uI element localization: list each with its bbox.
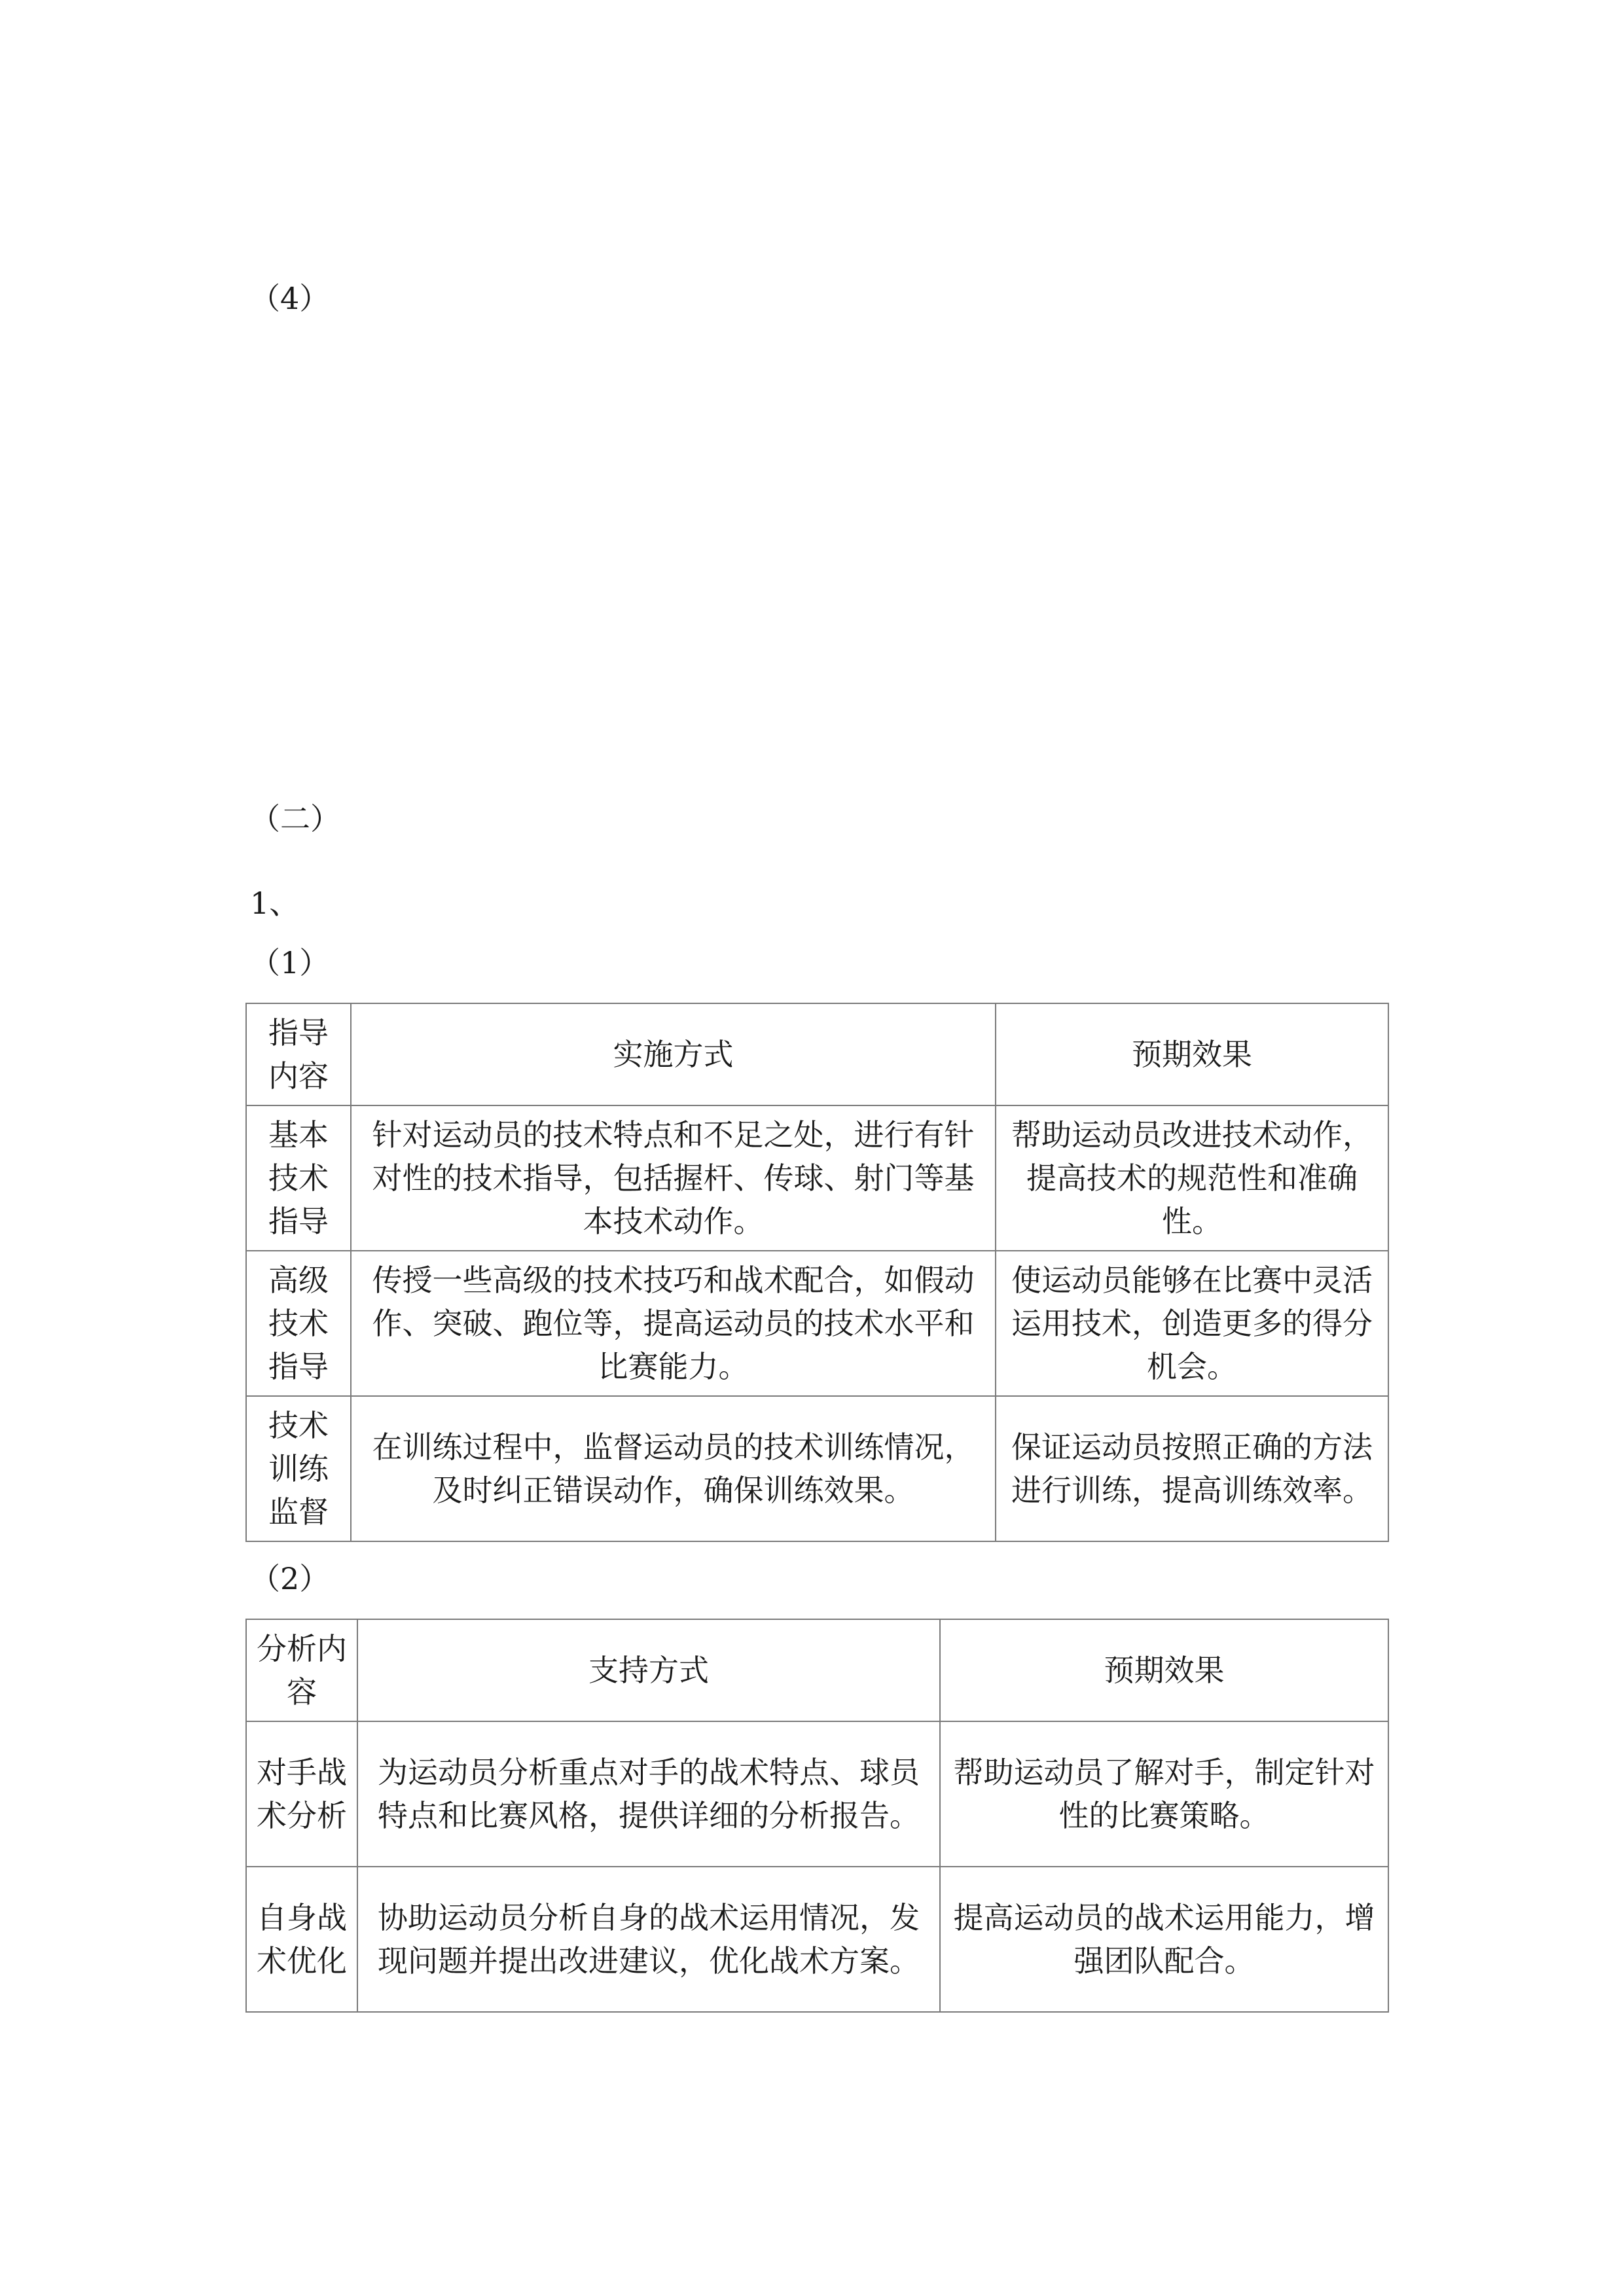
row-effect-cell: 帮助运动员了解对手，制定针对性的比赛策略。 — [940, 1721, 1388, 1867]
sub-1-label: （1） — [250, 945, 330, 980]
point-1-label: 1、 — [250, 886, 300, 921]
header-expected-effect: 预期效果 — [996, 1003, 1388, 1105]
row-method-cell: 针对运动员的技术特点和不足之处，进行有针对性的技术指导，包括握杆、传球、射门等基本技术动作。 — [351, 1105, 996, 1251]
row-effect-cell: 提高运动员的战术运用能力，增强团队配合。 — [940, 1867, 1388, 2012]
row-effect-cell: 使运动员能够在比赛中灵活运用技术，创造更多的得分机会。 — [996, 1251, 1388, 1396]
row-content-cell: 对手战术分析 — [246, 1721, 357, 1867]
row-content-cell: 基本技术指导 — [246, 1105, 351, 1251]
row-content-cell: 高级技术指导 — [246, 1251, 351, 1396]
table-row — [246, 1396, 1388, 1541]
technical-guidance-table — [245, 1003, 1389, 1542]
section-2-heading: （二） — [250, 801, 340, 836]
table-row — [246, 1721, 1388, 1867]
table-header-row — [246, 1619, 1388, 1721]
row-method-cell: 协助运动员分析自身的战术运用情况，发现问题并提出改进建议，优化战术方案。 — [357, 1867, 940, 2012]
table-row — [246, 1251, 1388, 1396]
row-effect-cell: 保证运动员按照正确的方法进行训练，提高训练效率。 — [996, 1396, 1388, 1541]
table-row — [246, 1867, 1388, 2012]
item-4-label: （4） — [250, 281, 330, 316]
header-analysis-content: 分析内容 — [246, 1619, 357, 1721]
row-content-cell: 自身战术优化 — [246, 1867, 357, 2012]
row-method-cell: 在训练过程中，监督运动员的技术训练情况，及时纠正错误动作，确保训练效果。 — [351, 1396, 996, 1541]
table-row — [246, 1105, 1388, 1251]
row-method-cell: 传授一些高级的技术技巧和战术配合，如假动作、突破、跑位等，提高运动员的技术水平和比赛能力。 — [351, 1251, 996, 1396]
header-support-method: 支持方式 — [357, 1619, 940, 1721]
header-implementation-method: 实施方式 — [351, 1003, 996, 1105]
header-expected-effect: 预期效果 — [940, 1619, 1388, 1721]
row-method-cell: 为运动员分析重点对手的战术特点、球员特点和比赛风格，提供详细的分析报告。 — [357, 1721, 940, 1867]
table-header-row — [246, 1003, 1388, 1105]
header-guidance-content: 指导内容 — [246, 1003, 351, 1105]
tactical-analysis-table — [245, 1619, 1389, 2013]
row-content-cell: 技术训练监督 — [246, 1396, 351, 1541]
sub-2-label: （2） — [250, 1561, 330, 1596]
row-effect-cell: 帮助运动员改进技术动作，提高技术的规范性和准确性。 — [996, 1105, 1388, 1251]
